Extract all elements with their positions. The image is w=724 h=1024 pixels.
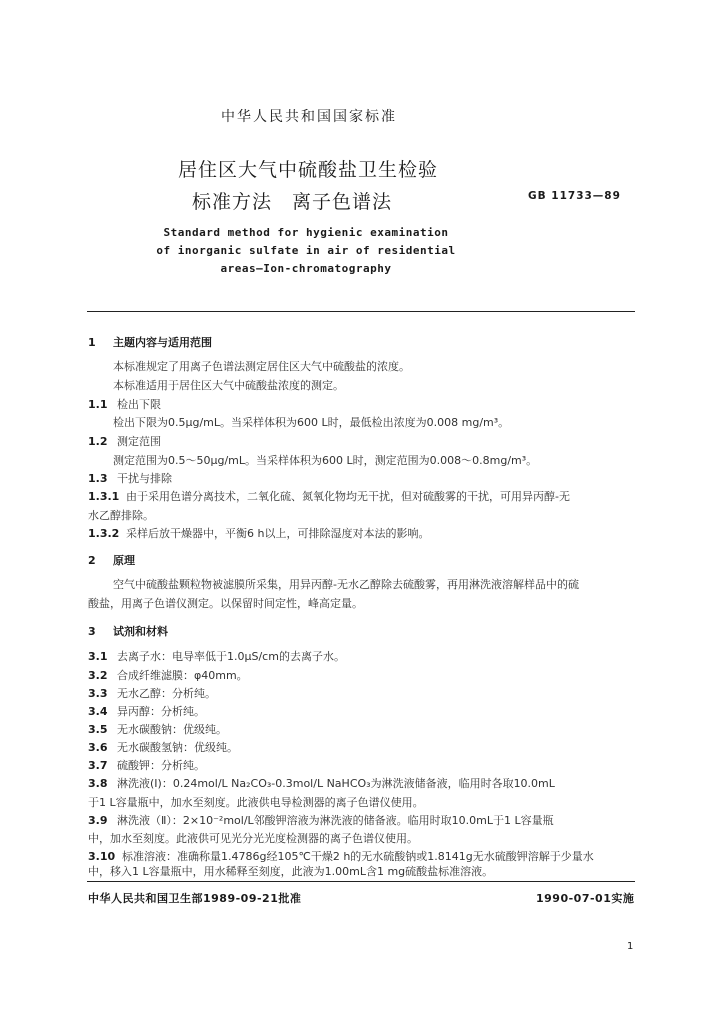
page-number: 1 [627, 941, 634, 952]
body-text-line: 本标准适用于居住区大气中硫酸盐浓度的测定。 [113, 379, 344, 392]
body-text-line: 采样后放干燥器中，平衡6 h以上，可排除湿度对本法的影响。 [126, 527, 430, 540]
english-title-line-2: of inorganic sulfate in air of residential [156, 244, 456, 257]
standard-header: 中华人民共和国国家标准 [221, 109, 397, 125]
section-number: 3.6 [88, 741, 108, 754]
body-text-line: 干扰与排除 [117, 472, 172, 485]
english-title-line-1: Standard method for hygienic examination [163, 226, 449, 239]
body-text-line: 合成纤维滤膜：φ40mm。 [117, 669, 248, 682]
body-text-line: 异丙醇：分析纯。 [117, 705, 205, 718]
body-text-line: 检出下限 [117, 398, 161, 411]
top-divider [87, 311, 635, 312]
section-number: 1.3 [88, 472, 108, 485]
body-text-line: 淋洗液（Ⅱ）：2×10⁻²mol/L邻酸钾溶液为淋洗液的储备液。临用时取10.0mL于1 L容量瓶 [117, 814, 554, 827]
section-number: 3.2 [88, 669, 108, 682]
body-text-line: 酸盐，用离子色谱仪测定。以保留时间定性，峰高定量。 [88, 597, 363, 610]
body-text-line: 硫酸钾：分析纯。 [117, 759, 205, 772]
body-text-line: 检出下限为0.5μg/mL。当采样体积为600 L时，最低检出浓度为0.008 mg/m³。 [113, 416, 510, 429]
section-number: 3.8 [88, 777, 108, 790]
section-number: 3.7 [88, 759, 108, 772]
body-text-line: 中，移入1 L容量瓶中，用水稀释至刻度，此液为1.00mL含1 mg硫酸盐标准溶液。 [88, 865, 494, 878]
body-text-line: 本标准规定了用离子色谱法测定居住区大气中硫酸盐的浓度。 [113, 360, 410, 373]
section-number: 1 [88, 336, 96, 349]
section-number: 1.2 [88, 435, 108, 448]
section-number: 3.10 [88, 850, 116, 863]
section-heading: 原理 [113, 554, 135, 567]
body-text-line: 无水碳酸钠：优级纯。 [117, 723, 227, 736]
section-number: 1.3.1 [88, 490, 120, 503]
body-text-line: 由于采用色谱分离技术，二氧化硫、氮氧化物均无干扰，但对硫酸雾的干扰，可用异丙醇-无 [126, 490, 570, 503]
section-number: 1.1 [88, 398, 108, 411]
body-text-line: 测定范围为0.5～50μg/mL。当采样体积为600 L时，测定范围为0.008～0.8mg/m³。 [113, 454, 538, 467]
body-text-line: 测定范围 [117, 435, 161, 448]
english-title-line-3: areas—Ion-chromatography [220, 262, 392, 275]
section-heading: 主题内容与适用范围 [113, 336, 212, 349]
body-text-line: 中，加水至刻度。此液供可见光分光光度检测器的离子色谱仪使用。 [88, 832, 418, 845]
section-number: 3.4 [88, 705, 108, 718]
body-text-line: 标准溶液：准确称量1.4786g经105℃干燥2 h的无水硫酸钠或1.8141g无水硫酸钾溶解于少量水 [122, 850, 594, 863]
chinese-title-line-2: 标准方法 离子色谱法 [191, 191, 392, 213]
body-text-line: 去离子水：电导率低于1.0μS/cm的去离子水。 [117, 650, 345, 663]
section-number: 3.9 [88, 814, 108, 827]
section-number: 3.1 [88, 650, 108, 663]
chinese-title-line-1: 居住区大气中硫酸盐卫生检验 [177, 159, 438, 181]
gb-standard-code: GB 11733—89 [528, 190, 621, 202]
body-text-line: 空气中硫酸盐颗粒物被滤膜所采集，用异丙醇-无水乙醇除去硫酸雾，再用淋洗液溶解样品中的硫 [113, 578, 579, 591]
body-text-line: 无水碳酸氢钠：优级纯。 [117, 741, 238, 754]
bottom-divider [87, 881, 635, 882]
section-number: 3.5 [88, 723, 108, 736]
section-number: 1.3.2 [88, 527, 120, 540]
section-number: 2 [88, 554, 96, 567]
section-number: 3.3 [88, 687, 108, 700]
approval-note: 中华人民共和国卫生部1989-09-21批准 [88, 892, 302, 905]
body-text-line: 淋洗液(Ⅰ)：0.24mol/L Na₂CO₃-0.3mol/L NaHCO₃为淋洗液储备液，临用时各取10.0mL [117, 777, 555, 790]
body-text-line: 水乙醇排除。 [88, 509, 154, 522]
body-text-line: 于1 L容量瓶中，加水至刻度。此液供电导检测器的离子色谱仪使用。 [88, 796, 424, 809]
body-text-line: 无水乙醇：分析纯。 [117, 687, 216, 700]
section-heading: 试剂和材料 [113, 625, 168, 638]
section-number: 3 [88, 625, 96, 638]
effective-date: 1990-07-01实施 [536, 892, 635, 905]
